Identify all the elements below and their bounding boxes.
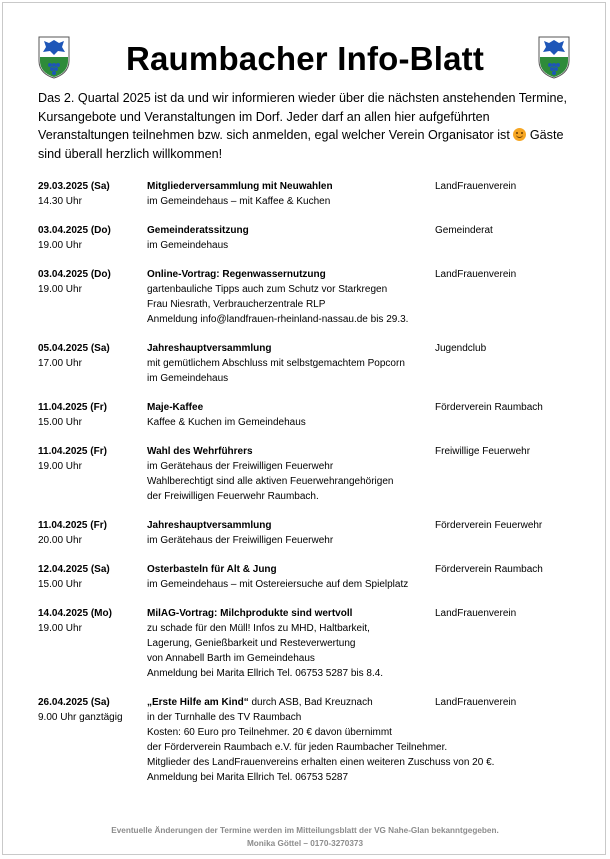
event-row: [38, 267, 578, 327]
event-title: Online-Vortrag: Regenwassernutzung: [147, 269, 326, 280]
event-row: [38, 518, 578, 548]
event-details: [147, 562, 432, 592]
event-date: 29.03.2025 (Sa): [38, 181, 110, 192]
event-date: 26.04.2025 (Sa): [38, 697, 110, 708]
event-date: 11.04.2025 (Fr): [38, 446, 107, 457]
event-date: 11.04.2025 (Fr): [38, 402, 107, 413]
event-time: 19.00 Uhr: [38, 623, 82, 634]
footer-note: Eventuelle Änderungen der Termine werden im Mitteilungsblatt der VG Nahe-Glan bekanntgegeben.: [111, 826, 499, 835]
event-organizer: LandFrauenverein: [435, 608, 517, 619]
event-title: Osterbasteln für Alt & Jung: [147, 564, 277, 575]
page-title: Raumbacher Info-Blatt: [125, 40, 485, 77]
event-list: [38, 179, 578, 785]
event-title: Gemeinderatssitzung: [147, 225, 249, 236]
event-organizer: LandFrauenverein: [435, 697, 517, 708]
event-when: [38, 444, 143, 474]
event-details: [147, 223, 432, 253]
footer-contact: Monika Göttel – 0170-3270373: [246, 839, 364, 848]
event-detail-line: im Gemeindehaus – mit Ostereiersuche auf dem Spielplatz: [147, 579, 409, 590]
event-date: 05.04.2025 (Sa): [38, 343, 110, 354]
event-date: 14.04.2025 (Mo): [38, 608, 112, 619]
event-row: [38, 562, 578, 592]
event-time: 19.00 Uhr: [38, 461, 82, 472]
intro-text: Das 2. Quartal 2025 ist da und wir informieren wieder über die nächsten anstehenden Termine, Kursangebote und Veranstaltungen im Dorf. Jeder darf an allen hier aufgeführten Veranstaltungen teilnehmen bzw. sich anmelden, egal welcher Verein Organisator ist: [38, 91, 568, 142]
event-title: Mitgliederversammlung mit Neuwahlen: [147, 181, 333, 192]
intro-tail: Gäste sind überall herzlich willkommen!: [38, 128, 564, 161]
event-title-line: [147, 562, 432, 577]
event-organizer: Gemeinderat: [435, 225, 493, 236]
event-detail-line: der Freiwilligen Feuerwehr Raumbach.: [147, 491, 319, 502]
event-title-line: [147, 267, 432, 282]
event-detail-line: Wahlberechtigt sind alle aktiven Feuerwehrangehörigen: [147, 476, 394, 487]
event-title: Jahreshauptversammlung: [147, 343, 272, 354]
event-row: [38, 444, 578, 504]
event-organizer: Förderverein Raumbach: [435, 564, 543, 575]
event-details: [147, 695, 495, 785]
event-when: [38, 341, 143, 371]
event-when: [38, 562, 143, 592]
event-row: [38, 341, 578, 386]
event-detail-line: in der Turnhalle des TV Raumbach: [147, 712, 302, 723]
event-date: 03.04.2025 (Do): [38, 269, 111, 280]
event-detail-line: im Gerätehaus der Freiwilligen Feuerwehr: [147, 535, 334, 546]
event-organizer: LandFrauenverein: [435, 181, 517, 192]
event-title-line: [147, 695, 432, 710]
event-detail-line: Lagerung, Genießbarkeit und Resteverwertung: [147, 638, 356, 649]
event-title: „Erste Hilfe am Kind“: [147, 697, 249, 708]
event-row: [38, 695, 578, 785]
event-time: 19.00 Uhr: [38, 240, 82, 251]
event-when: [38, 518, 143, 548]
event-organizer: Förderverein Raumbach: [435, 402, 543, 413]
event-organizer: LandFrauenverein: [435, 269, 517, 280]
event-title: Maje-Kaffee: [147, 402, 204, 413]
event-detail-line: gartenbauliche Tipps auch zum Schutz vor Starkregen: [147, 284, 388, 295]
event-detail-line: Kosten: 60 Euro pro Teilnehmer. 20 € davon übernimmt: [147, 727, 392, 738]
event-when: [38, 400, 143, 430]
event-title-line: [147, 518, 432, 533]
event-detail-line: Mitglieder des LandFrauenvereins erhalten einen weiteren Zuschuss von 20 €.: [147, 757, 495, 768]
event-title: MilAG-Vortrag: Milchprodukte sind wertvoll: [147, 608, 353, 619]
event-detail-line: im Gemeindehaus: [147, 373, 229, 384]
event-title: Wahl des Wehrführers: [147, 446, 253, 457]
event-title-line: [147, 400, 432, 415]
event-details: [147, 179, 432, 209]
event-row: [38, 606, 578, 681]
event-date: 12.04.2025 (Sa): [38, 564, 110, 575]
event-title-line: [147, 223, 432, 238]
event-detail-line: im Gerätehaus der Freiwilligen Feuerwehr: [147, 461, 334, 472]
event-time: 9.00 Uhr ganztägig: [38, 712, 123, 723]
event-row: [38, 223, 578, 253]
event-title: Jahreshauptversammlung: [147, 520, 272, 531]
event-details: [147, 267, 432, 327]
event-date: 03.04.2025 (Do): [38, 225, 111, 236]
event-time: 17.00 Uhr: [38, 358, 82, 369]
event-time: 15.00 Uhr: [38, 417, 82, 428]
event-detail-line: im Gemeindehaus: [147, 240, 229, 251]
event-title-rest: durch ASB, Bad Kreuznach: [248, 697, 373, 708]
event-detail-line: mit gemütlichem Abschluss mit selbstgemachtem Popcorn: [147, 358, 405, 369]
event-detail-line: Kaffee & Kuchen im Gemeindehaus: [147, 417, 306, 428]
event-detail-line: Frau Niesrath, Verbraucherzentrale RLP: [147, 299, 326, 310]
event-detail-line: der Förderverein Raumbach e.V. für jeden Raumbacher Teilnehmer.: [147, 742, 448, 753]
event-title-line: [147, 606, 432, 621]
event-title-line: [147, 179, 432, 194]
footer: [0, 824, 610, 850]
event-when: [38, 695, 143, 725]
event-details: [147, 400, 432, 430]
event-details: [147, 606, 432, 681]
event-when: [38, 606, 143, 636]
event-time: 15.00 Uhr: [38, 579, 82, 590]
event-detail-line: von Annabell Barth im Gemeindehaus: [147, 653, 315, 664]
event-details: [147, 518, 432, 548]
event-time: 20.00 Uhr: [38, 535, 82, 546]
event-organizer: Förderverein Feuerwehr: [435, 520, 543, 531]
event-row: [38, 400, 578, 430]
event-time: 14.30 Uhr: [38, 196, 82, 207]
event-detail-line: Anmeldung bei Marita Ellrich Tel. 06753 5287 bis 8.4.: [147, 668, 384, 679]
event-time: 19.00 Uhr: [38, 284, 82, 295]
event-detail-line: Anmeldung bei Marita Ellrich Tel. 06753 5287: [147, 772, 349, 783]
event-when: [38, 267, 143, 297]
event-detail-line: im Gemeindehaus – mit Kaffee & Kuchen: [147, 196, 331, 207]
event-details: [147, 341, 432, 386]
intro-paragraph: [38, 89, 578, 163]
event-when: [38, 223, 143, 253]
event-organizer: Jugendclub: [435, 343, 487, 354]
event-detail-line: zu schade für den Müll! Infos zu MHD, Haltbarkeit,: [147, 623, 370, 634]
event-when: [38, 179, 143, 209]
event-detail-line: Anmeldung info@landfrauen-rheinland-nassau.de bis 29.3.: [147, 314, 409, 325]
event-title-line: [147, 444, 432, 459]
event-title-line: [147, 341, 432, 356]
smiley-icon: [513, 128, 526, 141]
event-row: [38, 179, 578, 209]
event-details: [147, 444, 432, 504]
event-organizer: Freiwillige Feuerwehr: [435, 446, 531, 457]
event-date: 11.04.2025 (Fr): [38, 520, 107, 531]
